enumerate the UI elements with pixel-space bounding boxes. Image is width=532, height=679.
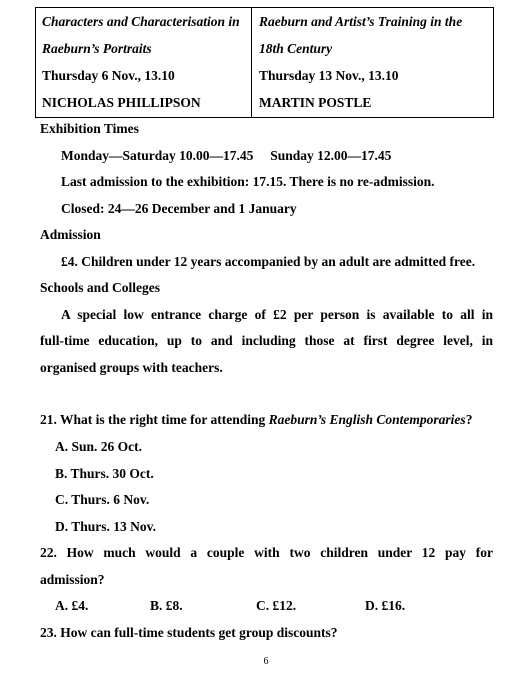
schools-line-1: A special low entrance charge of £2 per person is available to all in (61, 307, 493, 322)
lecture-right-date: Thursday 13 Nov., 13.10 (259, 68, 399, 83)
question-21 (40, 412, 472, 428)
schools-line-3: organised groups with teachers. (40, 360, 223, 375)
question-21-prefix: 21. What is the right time for attending (40, 412, 269, 427)
lecture-right-title-1: Raeburn and Artist’s Training in the (259, 14, 463, 29)
question-23: 23. How can full-time students get group discounts? (40, 625, 338, 640)
schools-heading: Schools and Colleges (40, 280, 161, 295)
closed-dates: Closed: 24—26 December and 1 January (61, 201, 297, 216)
q21-option-d: D. Thurs. 13 Nov. (55, 519, 157, 534)
schools-line-2: full-time education, up to and including those at first degree level, in (40, 333, 493, 348)
q21-option-a: A. Sun. 26 Oct. (55, 439, 143, 454)
q22-option-c: C. £12. (256, 598, 297, 613)
table-divider (251, 8, 252, 117)
question-21-suffix: ? (465, 412, 473, 427)
lecture-right-title-2: 18th Century (259, 41, 333, 56)
lecture-right-speaker: MARTIN POSTLE (259, 95, 372, 110)
question-22-line-1: 22. How much would a couple with two children under 12 pay for (40, 545, 493, 560)
q22-option-d: D. £16. (365, 598, 406, 613)
last-admission: Last admission to the exhibition: 17.15. There is no re-admission. (61, 174, 435, 189)
admission-heading: Admission (40, 227, 101, 242)
q22-option-b: B. £8. (150, 598, 183, 613)
question-21-title: Raeburn’s English Contemporaries (268, 412, 466, 427)
lecture-left-title-2: Raeburn’s Portraits (42, 41, 152, 56)
lecture-table (35, 7, 494, 118)
q21-option-b: B. Thurs. 30 Oct. (55, 466, 154, 481)
q22-option-a: A. £4. (55, 598, 89, 613)
lecture-left-speaker: NICHOLAS PHILLIPSON (42, 95, 201, 110)
q21-option-c: C. Thurs. 6 Nov. (55, 492, 150, 507)
lecture-left-date: Thursday 6 Nov., 13.10 (42, 68, 175, 83)
page-number: 6 (263, 656, 269, 667)
exhibition-hours: Monday—Saturday 10.00—17.45 Sunday 12.00—17.45 (61, 148, 392, 163)
exhibition-heading: Exhibition Times (40, 121, 139, 136)
admission-text: £4. Children under 12 years accompanied by an adult are admitted free. (61, 254, 476, 269)
question-22-line-2: admission? (40, 572, 105, 587)
lecture-left-title-1: Characters and Characterisation in (42, 14, 240, 29)
